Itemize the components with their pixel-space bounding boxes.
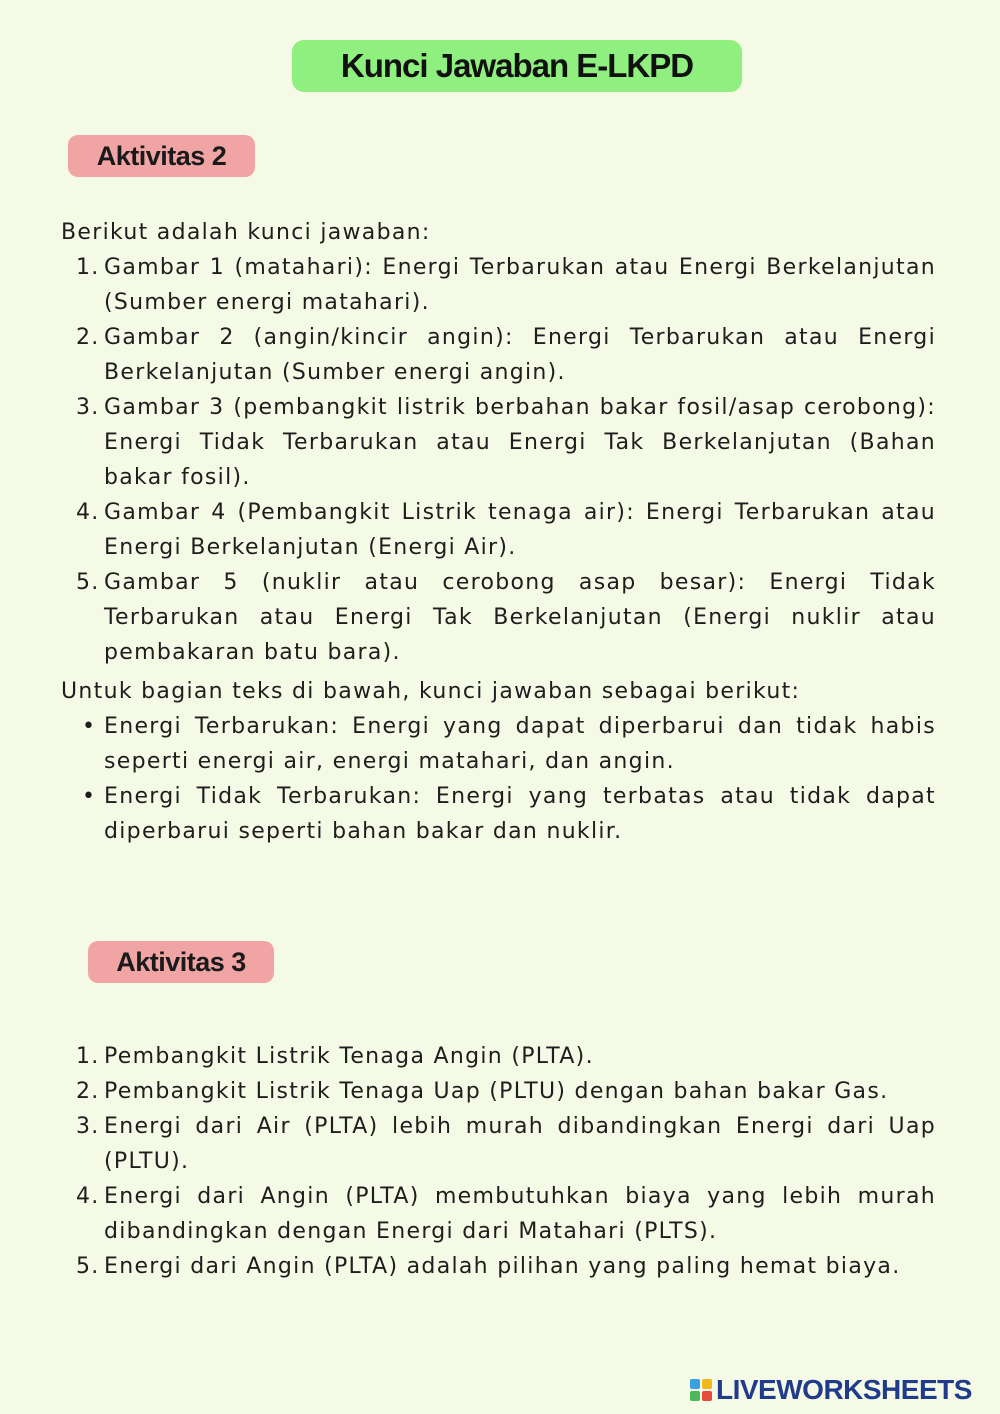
list-item <box>82 709 936 779</box>
item-text: Gambar 4 (Pembangkit Listrik tenaga air): Energi Terbarukan atau Energi Berkelanjutan (Energi Air). <box>104 500 936 560</box>
item-number: 5. <box>76 570 100 595</box>
item-number: 2. <box>76 1079 100 1104</box>
bullet-icon: • <box>82 714 97 739</box>
item-number: 1. <box>76 255 100 280</box>
item-text: Energi dari Angin (PLTA) membutuhkan biaya yang lebih murah dibandingkan dengan Energi dari Matahari (PLTS). <box>104 1184 936 1244</box>
liveworksheets-logo[interactable] <box>690 1374 972 1406</box>
item-text: Gambar 5 (nuklir atau cerobong asap besar): Energi Tidak Terbarukan atau Energi Tak Berkelanjutan (Energi nuklir atau pembakaran batu bara). <box>104 570 936 665</box>
aktivitas-2-answer-list <box>76 250 936 670</box>
logo-square <box>690 1391 700 1401</box>
list-item <box>76 1074 936 1109</box>
item-text: Energi dari Angin (PLTA) adalah pilihan yang paling hemat biaya. <box>104 1254 901 1279</box>
aktivitas-2-bullet-list <box>82 709 936 849</box>
aktivitas-2-intro-2: Untuk bagian teks di bawah, kunci jawaban sebagai berikut: <box>61 679 801 704</box>
item-number: 4. <box>76 500 100 525</box>
item-text: Gambar 1 (matahari): Energi Terbarukan atau Energi Berkelanjutan (Sumber energi matahari). <box>104 255 936 315</box>
item-text: Gambar 3 (pembangkit listrik berbahan bakar fosil/asap cerobong): Energi Tidak Terbarukan atau Energi Tak Berkelanjutan (Bahan bakar fosil). <box>104 395 936 490</box>
list-item <box>76 320 936 390</box>
liveworksheets-logo-icon <box>690 1379 712 1401</box>
item-number: 5. <box>76 1254 100 1279</box>
item-text: Pembangkit Listrik Tenaga Uap (PLTU) dengan bahan bakar Gas. <box>104 1079 889 1104</box>
item-text: Energi Terbarukan: Energi yang dapat diperbarui dan tidak habis seperti energi air, energi matahari, dan angin. <box>104 714 936 774</box>
item-text: Pembangkit Listrik Tenaga Angin (PLTA). <box>104 1044 594 1069</box>
item-number: 4. <box>76 1184 100 1209</box>
list-item <box>76 390 936 495</box>
list-item <box>76 1109 936 1179</box>
item-number: 1. <box>76 1044 100 1069</box>
logo-square <box>690 1379 700 1389</box>
list-item <box>76 250 936 320</box>
bullet-icon: • <box>82 784 97 809</box>
logo-square <box>702 1379 712 1389</box>
item-number: 3. <box>76 1114 100 1139</box>
item-text: Gambar 2 (angin/kincir angin): Energi Terbarukan atau Energi Berkelanjutan (Sumber energi angin). <box>104 325 936 385</box>
list-item <box>76 1179 936 1249</box>
logo-square <box>702 1391 712 1401</box>
aktivitas-3-heading: Aktivitas 3 <box>88 941 274 983</box>
list-item <box>82 779 936 849</box>
liveworksheets-wordmark: LIVEWORKSHEETS <box>716 1374 972 1405</box>
item-number: 3. <box>76 395 100 420</box>
list-item <box>76 1039 936 1074</box>
aktivitas-2-intro: Berikut adalah kunci jawaban: <box>61 220 431 245</box>
list-item <box>76 565 936 670</box>
item-text: Energi Tidak Terbarukan: Energi yang terbatas atau tidak dapat diperbarui seperti bahan bakar dan nuklir. <box>104 784 936 844</box>
list-item <box>76 1249 936 1284</box>
aktivitas-2-heading: Aktivitas 2 <box>68 135 255 177</box>
item-text: Energi dari Air (PLTA) lebih murah dibandingkan Energi dari Uap (PLTU). <box>104 1114 936 1174</box>
page-title: Kunci Jawaban E-LKPD <box>292 40 742 92</box>
aktivitas-3-answer-list <box>76 1039 936 1284</box>
list-item <box>76 495 936 565</box>
item-number: 2. <box>76 325 100 350</box>
